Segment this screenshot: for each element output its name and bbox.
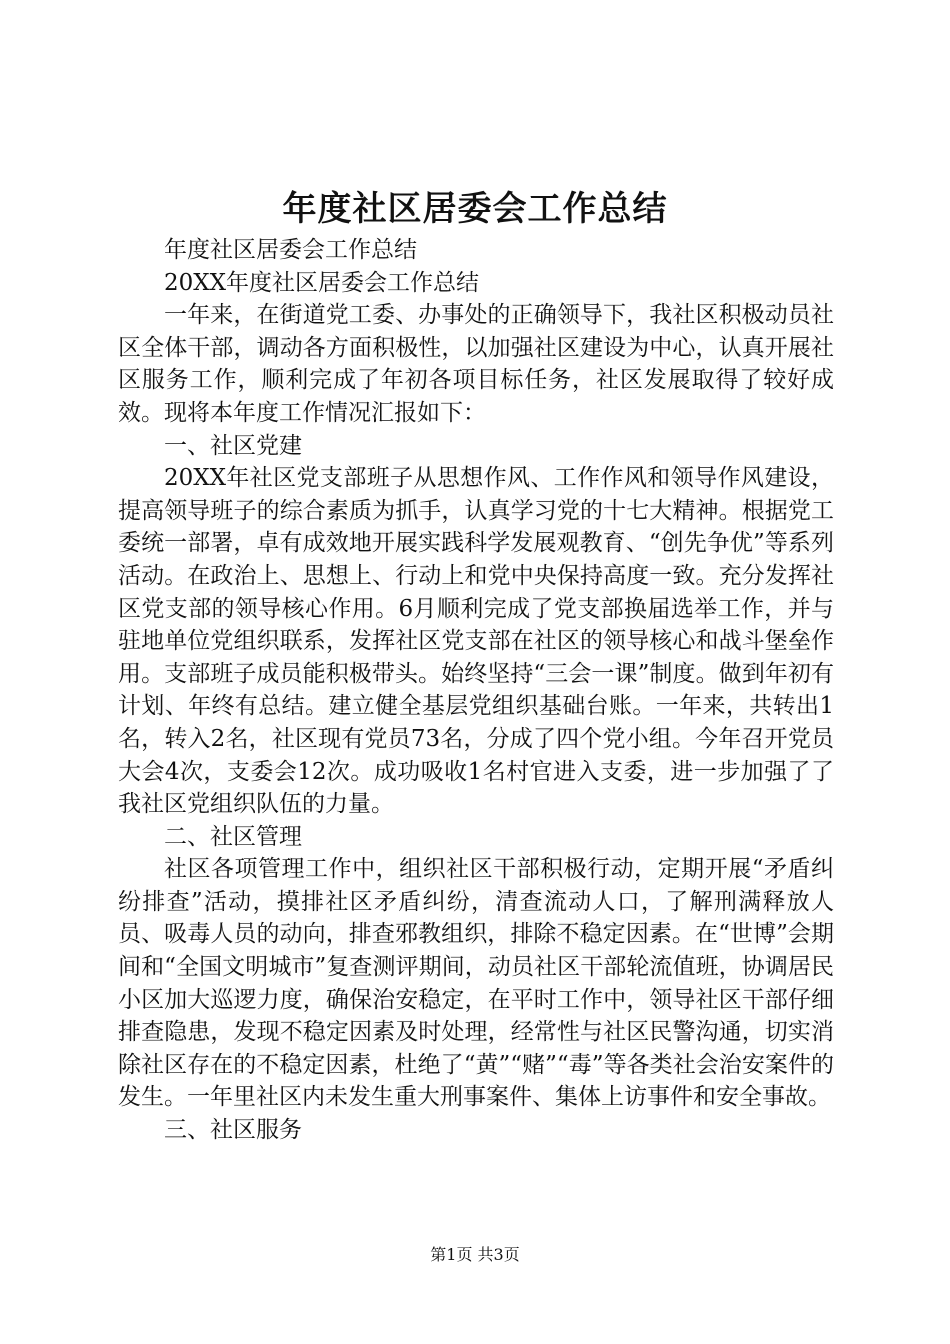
page-footer: 第1页 共3页 bbox=[430, 1245, 520, 1264]
document-title: 年度社区居委会工作总结 bbox=[282, 189, 668, 229]
paragraph-party-building: 20XX年社区党支部班子从思想作风、工作作风和领导作风建设，提高领导班子的综合素质为抓手，认真学习党的十七大精神。根据党工委统一部署，卓有成效地开展实践科学发展观教育、“创先争优”等系列活动。在政治上、思想上、行动上和党中央保持高度一致。充分发挥社区党支部的领导核心作用。6月顺利完成了党支部换届选举工作，并与驻地单位党组织联系，发挥社区党支部在社区的领导核心和战斗堡垒作用。支部班子成员能积极带头。始终坚持“三会一课”制度。做到年初有计划、年终有总结。建立健全基层党组织基础台账。一年来，共转出1名，转入2名，社区现有党员73名，分成了四个党小组。今年召开党员大会4次，支委会12次。成功吸收1名村官进入支委，进一步加强了了我社区党组织队伍的力量。 bbox=[118, 465, 834, 818]
section-heading-party-building: 一、社区党建 bbox=[164, 432, 302, 459]
paragraph-intro: 一年来，在街道党工委、办事处的正确领导下，我社区积极动员社区全体干部，调动各方面积极性，以加强社区建设为中心，认真开展社区服务工作，顺利完成了年初各项目标任务，社区发展取得了较好成效。现将本年度工作情况汇报如下： bbox=[118, 302, 834, 426]
section-heading-service: 三、社区服务 bbox=[164, 1117, 302, 1144]
paragraph-subtitle: 年度社区居委会工作总结 bbox=[164, 237, 417, 263]
document-body bbox=[118, 234, 834, 1147]
section-heading-management: 二、社区管理 bbox=[164, 823, 302, 850]
paragraph-heading-year: 20XX年度社区居委会工作总结 bbox=[164, 269, 480, 296]
paragraph-management: 社区各项管理工作中，组织社区干部积极行动，定期开展“矛盾纠纷排查”活动，摸排社区矛盾纠纷，清查流动人口，了解刑满释放人员、吸毒人员的动向，排查邪教组织，排除不稳定因素。在“世博”会期间和“全国文明城市”复查测评期间，动员社区干部轮流值班，协调居民小区加大巡逻力度，确保治安稳定，在平时工作中，领导社区干部仔细排查隐患，发现不稳定因素及时处理，经常性与社区民警沟通，切实消除社区存在的不稳定因素，杜绝了“黄”“赌”“毒”等各类社会治安案件的发生。一年里社区内未发生重大刑事案件、集体上访事件和安全事故。 bbox=[118, 856, 834, 1111]
